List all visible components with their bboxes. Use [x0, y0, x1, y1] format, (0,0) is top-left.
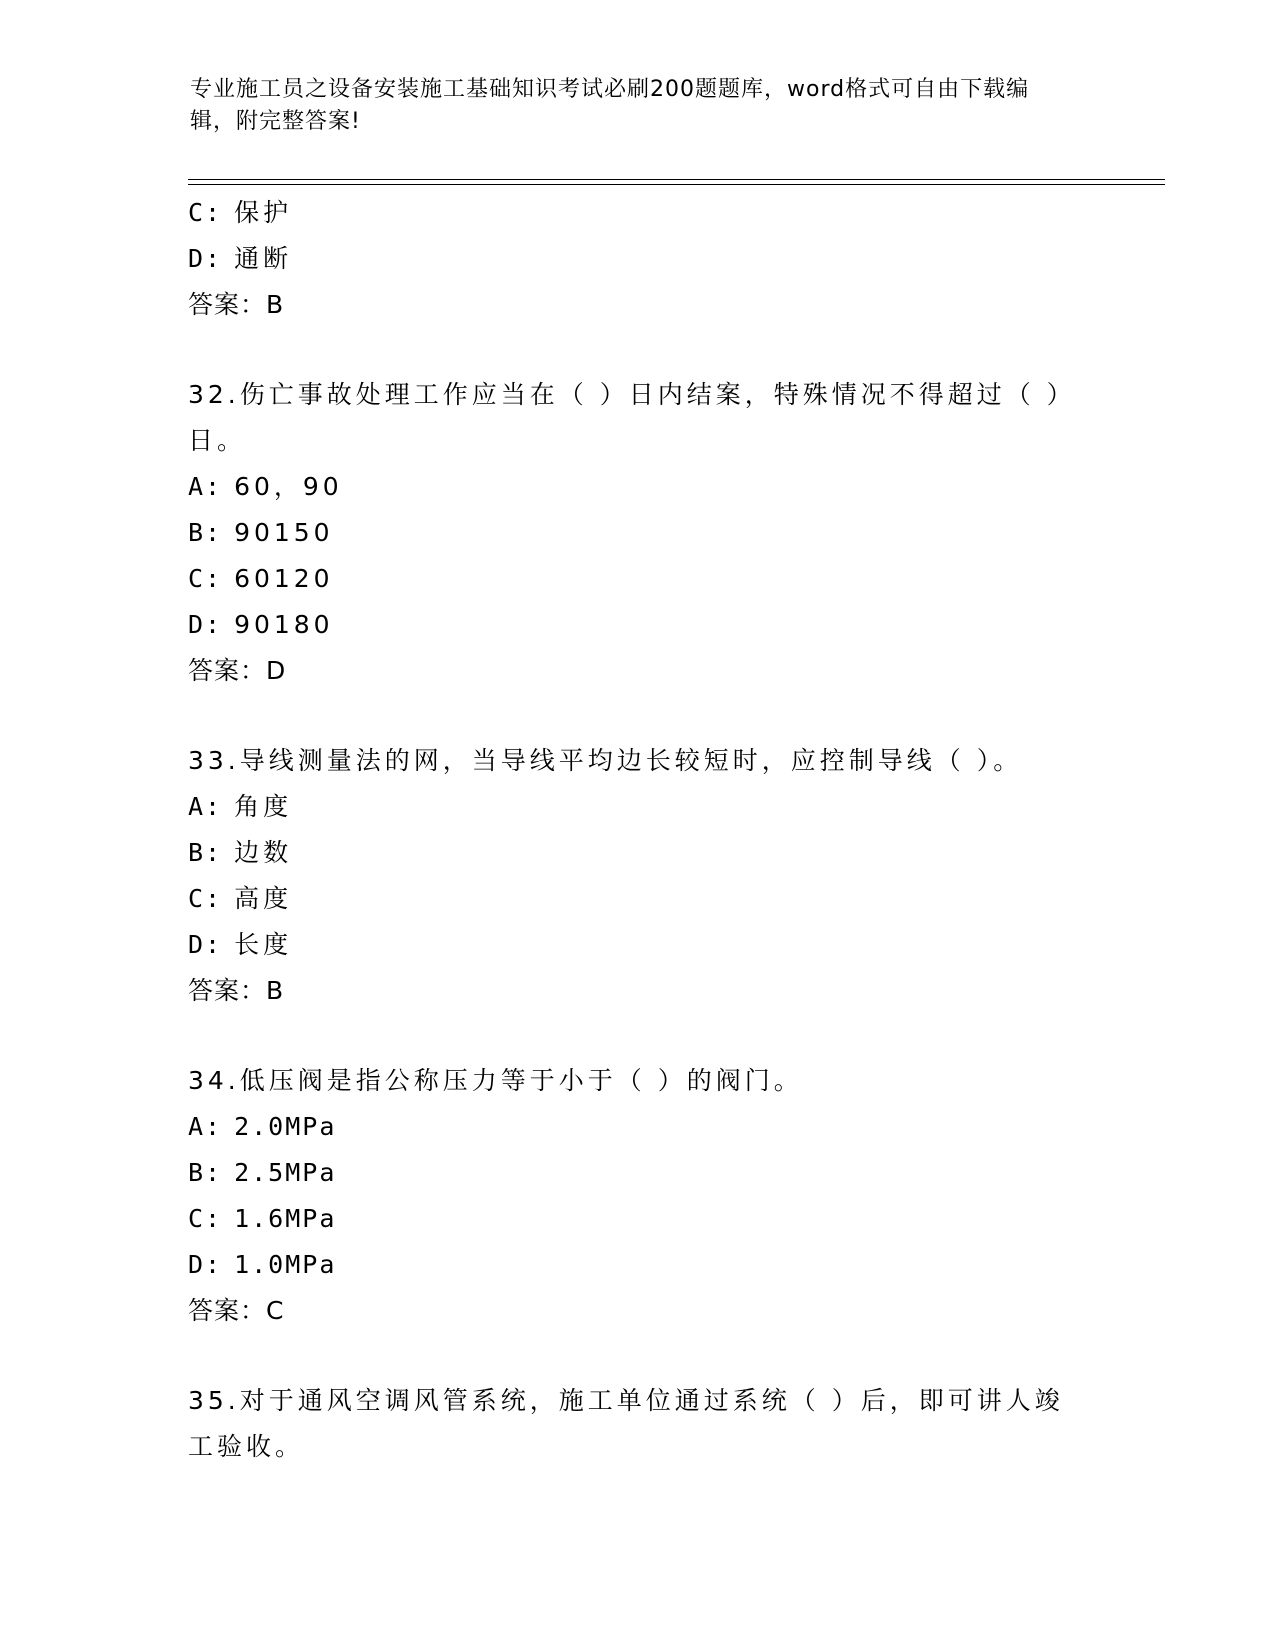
option-text: 1.0MPa — [234, 1250, 337, 1279]
question-text: 35.对于通风空调风管系统，施工单位通过系统（ ）后，即可讲人竣工验收。 — [188, 1386, 1064, 1461]
option-text: 保护 — [234, 198, 293, 227]
option-text: 1.6MPa — [234, 1204, 337, 1233]
option-letter: B: — [188, 838, 223, 867]
option-text: 边数 — [234, 838, 293, 867]
previous-question-tail — [188, 190, 1088, 328]
option-d — [188, 602, 1088, 648]
option-text: 通断 — [234, 244, 293, 273]
header-divider-bottom — [188, 184, 1165, 185]
option-a — [188, 784, 1088, 830]
option-letter: C: — [188, 564, 223, 593]
header-divider-top — [188, 179, 1165, 180]
question-text: 32.伤亡事故处理工作应当在（ ）日内结案，特殊情况不得超过（ ）日。 — [188, 380, 1064, 455]
option-text: 90180 — [234, 610, 334, 639]
option-letter: B: — [188, 1158, 223, 1187]
option-letter: D: — [188, 1250, 223, 1279]
option-letter: D: — [188, 930, 223, 959]
option-letter: A: — [188, 1112, 223, 1141]
option-text: 角度 — [234, 792, 293, 821]
question-text: 34.低压阀是指公称压力等于小于（ ）的阀门。 — [188, 1066, 803, 1095]
option-letter: C: — [188, 884, 223, 913]
question-text: 33.导线测量法的网，当导线平均边长较短时，应控制导线（ ）。 — [188, 746, 1023, 775]
option-letter: A: — [188, 472, 223, 501]
option-c — [188, 876, 1088, 922]
option-c — [188, 1196, 1088, 1242]
answer-line: 答案：B — [188, 290, 285, 319]
document-header: 专业施工员之设备安装施工基础知识考试必刷200题题库，word格式可自由下载编辑，附完整答案! — [190, 77, 1030, 134]
option-text: 60120 — [234, 564, 334, 593]
spacer — [188, 1014, 1088, 1058]
option-c — [188, 190, 1088, 236]
option-letter: C: — [188, 1204, 223, 1233]
option-a — [188, 464, 1088, 510]
option-b — [188, 1150, 1088, 1196]
question-34 — [188, 1058, 1088, 1334]
question-33 — [188, 738, 1088, 1014]
option-d — [188, 922, 1088, 968]
option-d — [188, 1242, 1088, 1288]
option-b — [188, 830, 1088, 876]
option-text: 60，90 — [234, 472, 343, 501]
answer-line: 答案：D — [188, 656, 287, 685]
option-b — [188, 510, 1088, 556]
option-letter: D: — [188, 610, 223, 639]
option-text: 90150 — [234, 518, 334, 547]
option-letter: B: — [188, 518, 223, 547]
option-text: 2.5MPa — [234, 1158, 337, 1187]
question-32 — [188, 372, 1088, 694]
option-a — [188, 1104, 1088, 1150]
option-letter: D: — [188, 244, 223, 273]
question-content — [188, 190, 1088, 1470]
option-c — [188, 556, 1088, 602]
option-text: 高度 — [234, 884, 293, 913]
option-text: 2.0MPa — [234, 1112, 337, 1141]
spacer — [188, 694, 1088, 738]
answer-line: 答案：B — [188, 976, 285, 1005]
answer-line: 答案：C — [188, 1296, 285, 1325]
option-letter: C: — [188, 198, 223, 227]
option-letter: A: — [188, 792, 223, 821]
option-d — [188, 236, 1088, 282]
question-35 — [188, 1378, 1088, 1470]
option-text: 长度 — [234, 930, 293, 959]
spacer — [188, 1334, 1088, 1378]
spacer — [188, 328, 1088, 372]
